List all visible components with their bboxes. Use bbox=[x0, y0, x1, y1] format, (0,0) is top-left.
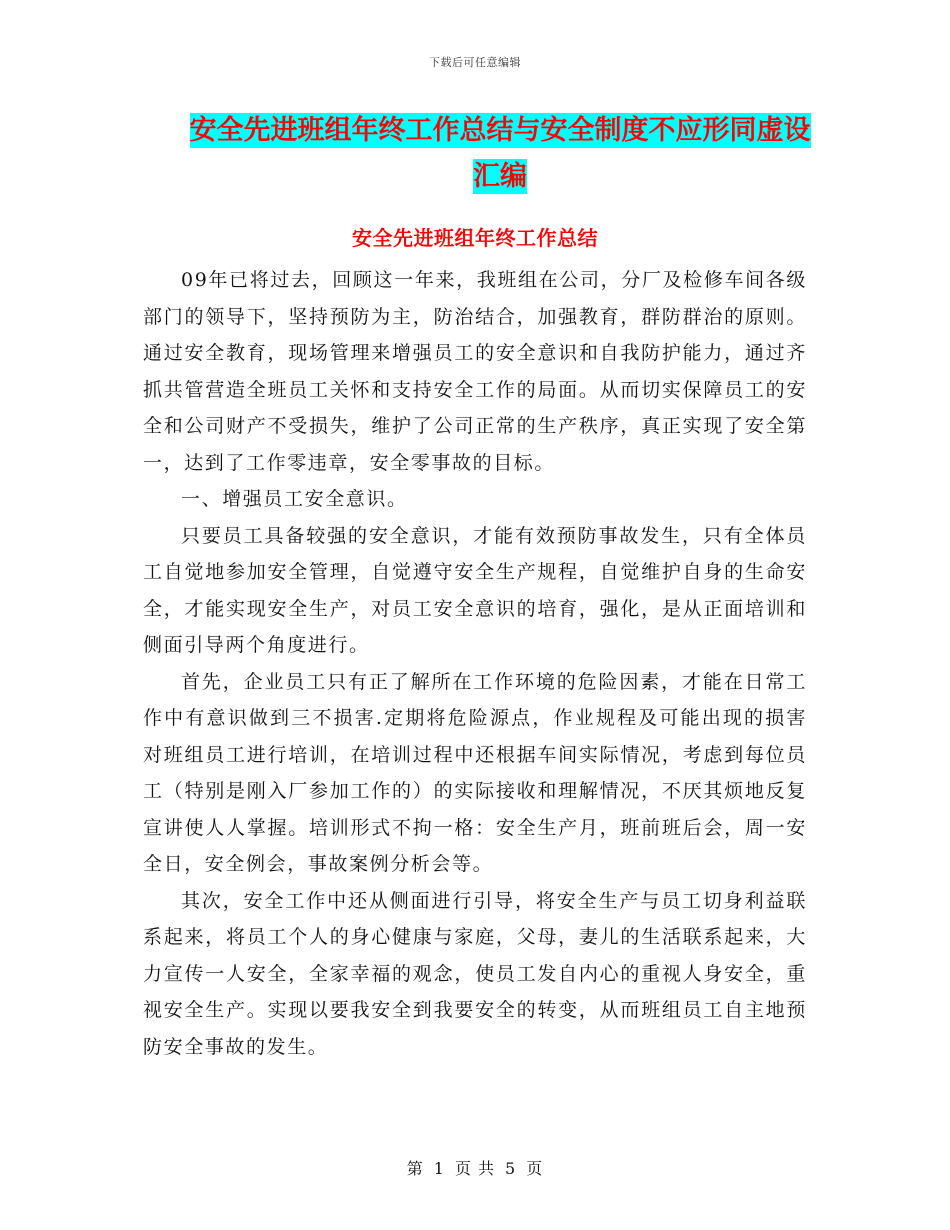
current-page-number: 1 bbox=[433, 1159, 445, 1178]
page-number-footer bbox=[0, 1156, 950, 1179]
header-note: 下载后可任意编辑 bbox=[429, 56, 521, 69]
document-body bbox=[143, 262, 807, 1065]
paragraph: 只要员工具备较强的安全意识，才能有效预防事故发生，只有全体员工自觉地参加安全管理，自觉遵守安全生产规程，自觉维护自身的生命安全，才能实现安全生产，对员工安全意识的培育，强化，是从正面培训和侧面引导两个角度进行。 bbox=[143, 524, 807, 656]
total-pages-number: 5 bbox=[505, 1159, 517, 1178]
paragraph: 09年已将过去，回顾这一年来，我班组在公司，分厂及检修车间各级部门的领导下，坚持预防为主，防治结合，加强教育，群防群治的原则。通过安全教育，现场管理来增强员工的安全意识和自我防护能力，通过齐抓共管营造全班员工关怀和支持安全工作的局面。从而切实保障员工的安全和公司财产不受损失，维护了公司正常的生产秩序，真正实现了安全第一，达到了工作零违章，安全零事故的目标。 bbox=[143, 269, 807, 474]
document-title bbox=[185, 108, 815, 200]
footer-prefix: 第 bbox=[406, 1159, 424, 1178]
section-heading: 安全先进班组年终工作总结 bbox=[352, 226, 598, 250]
paragraph: 其次，安全工作中还从侧面进行引导，将安全生产与员工切身利益联系起来，将员工个人的身心健康与家庭，父母，妻儿的生活联系起来，大力宣传一人安全，全家幸福的观念，使员工发自内心的重视人身安全，重视安全生产。实现以要我安全到我要安全的转变，从而班组员工自主地预防安全事故的发生。 bbox=[143, 889, 807, 1058]
document-title-text: 安全先进班组年终工作总结与安全制度不应形同虚设汇编 bbox=[189, 115, 811, 192]
paragraph-subheading: 一、增强员工安全意识。 bbox=[181, 488, 408, 510]
paragraph: 首先，企业员工只有正了解所在工作环境的危险因素，才能在日常工作中有意识做到三不损害.定期将危险源点，作业规程及可能出现的损害对班组员工进行培训，在培训过程中还根据车间实际情况，考虑到每位员工（特别是刚入厂参加工作的）的实际接收和理解情况，不厌其烦地反复宣讲使人人掌握。培训形式不拘一格：安全生产月，班前班后会，周一安全日，安全例会，事故案例分析会等。 bbox=[143, 670, 807, 875]
footer-mid: 页 共 bbox=[454, 1159, 496, 1178]
footer-suffix: 页 bbox=[526, 1159, 544, 1178]
